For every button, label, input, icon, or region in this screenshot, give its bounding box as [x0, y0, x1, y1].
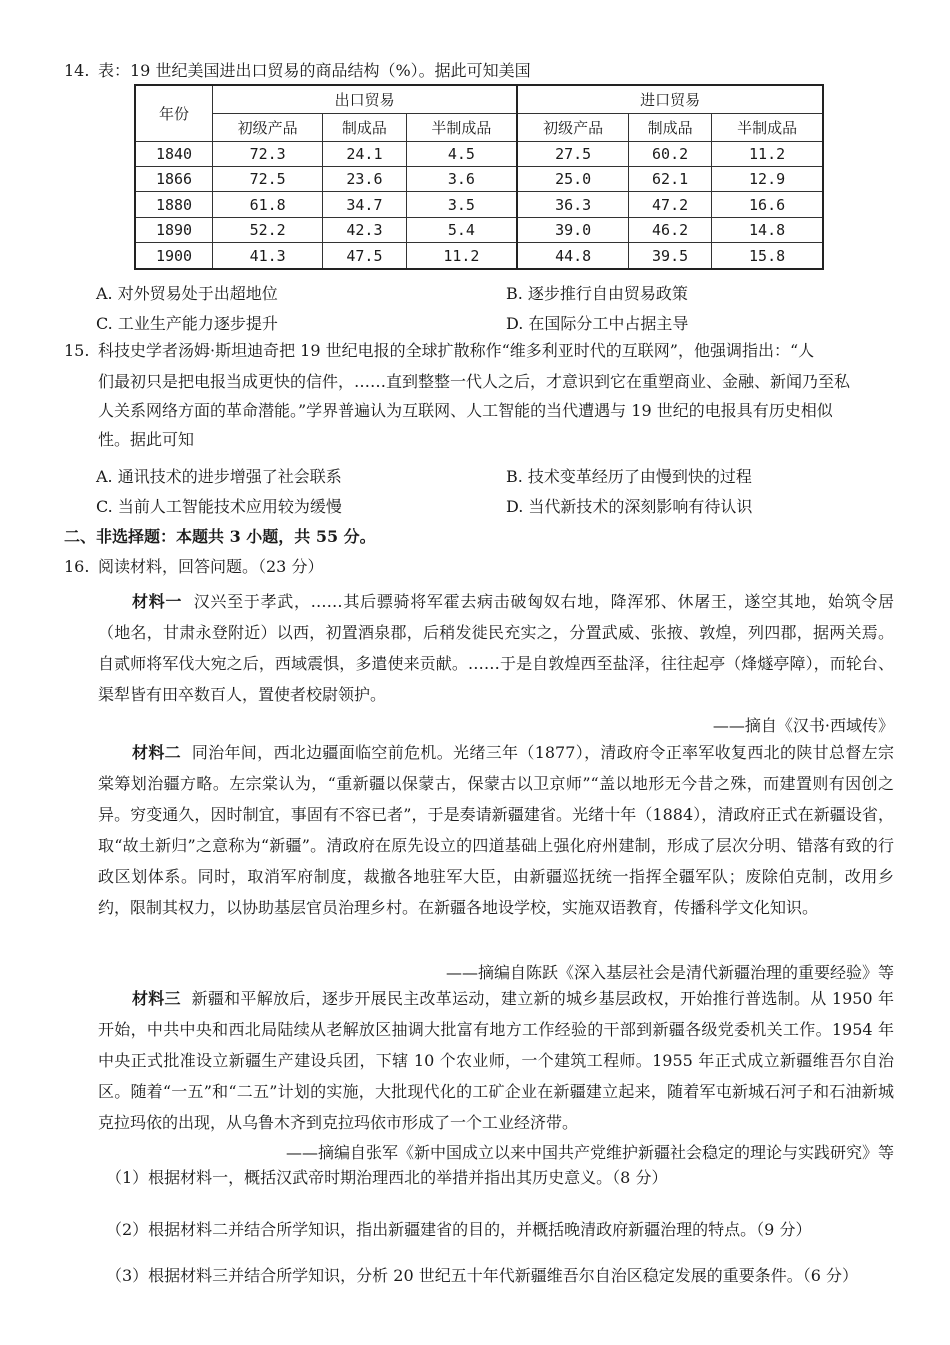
sub-header: 制成品	[629, 113, 712, 141]
sub-header: 初级产品	[517, 113, 628, 141]
value-cell: 61.8	[213, 192, 323, 217]
year-cell: 1840	[135, 141, 213, 166]
table-row	[135, 141, 823, 166]
material-one-text: 汉兴至于孝武，……其后骠骑将军霍去病击破匈奴右地，降浑邪、休屠王，遂空其地，始筑令居（地名，甘肃永登附近）以西，初置酒泉郡，后稍发徙民充实之，分置武威、张掖、敦煌，列四郡，据两关焉。自贰师将军伐大宛之后，西域震惧，多遣使来贡献。……于是自敦煌西至盐泽，往往起亭（烽燧亭障），而轮台、渠犁皆有田卒数百人，置使者校尉领护。	[98, 592, 894, 704]
value-cell: 36.3	[517, 192, 628, 217]
value-cell: 42.3	[323, 217, 406, 242]
material-two-text: 同治年间，西北边疆面临空前危机。光绪三年（1877），清政府令正率军收复西北的陕甘总督左宗棠筹划治疆方略。左宗棠认为，“重新疆以保蒙古，保蒙古以卫京师”“盖以地形无今昔之殊，而建置则有因创之异。穷变通久，因时制宜，事固有不容已者”，于是奏请新疆建省。光绪十年（1884），清政府正式在新疆设省，取“故土新归”之意称为“新疆”。清政府在原先设立的四道基础上强化府州建制，形成了层次分明、错落有致的行政区划体系。同时，取消军府制度，裁撤各地驻军大臣，由新疆巡抚统一指挥全疆军队；废除伯克制，改用乡约，限制其权力，以协助基层官员治理乡村。在新疆各地设学校，实施双语教育，传播科学文化知识。	[98, 743, 894, 917]
q14-option-b: B. 逐步推行自由贸易政策	[506, 284, 688, 303]
value-cell: 16.6	[712, 192, 823, 217]
material-one	[98, 586, 894, 710]
table-row	[135, 217, 823, 242]
q15-stem-line: 科技史学者汤姆·斯坦迪奇把 19 世纪电报的全球扩散称作“维多利亚时代的互联网”，他强调指出：“人	[98, 341, 815, 360]
q16-number: 16.	[64, 557, 90, 576]
material-two-tag: 材料二	[132, 743, 181, 762]
value-cell: 11.2	[712, 141, 823, 166]
year-cell: 1900	[135, 243, 213, 269]
q14-option-c: C. 工业生产能力逐步提升	[96, 314, 278, 333]
value-cell: 62.1	[629, 166, 712, 191]
value-cell: 15.8	[712, 243, 823, 269]
value-cell: 47.5	[323, 243, 406, 269]
value-cell: 39.0	[517, 217, 628, 242]
sub-header: 制成品	[323, 113, 406, 141]
year-cell: 1866	[135, 166, 213, 191]
value-cell: 46.2	[629, 217, 712, 242]
value-cell: 5.4	[406, 217, 517, 242]
value-cell: 14.8	[712, 217, 823, 242]
value-cell: 25.0	[517, 166, 628, 191]
year-cell: 1890	[135, 217, 213, 242]
q14-option-a: A. 对外贸易处于出超地位	[96, 284, 278, 303]
year-cell: 1880	[135, 192, 213, 217]
value-cell: 34.7	[323, 192, 406, 217]
sub-header: 初级产品	[213, 113, 323, 141]
q15-option-d: D. 当代新技术的深刻影响有待认识	[506, 497, 753, 516]
q16-sub-question-3: （3）根据材料三并结合所学知识，分析 20 世纪五十年代新疆维吾尔自治区稳定发展的重要条件。（6 分）	[106, 1266, 858, 1285]
value-cell: 3.5	[406, 192, 517, 217]
value-cell: 12.9	[712, 166, 823, 191]
table-row	[135, 243, 823, 269]
material-one-tag: 材料一	[132, 592, 183, 611]
q16-stem: 阅读材料，回答问题。（23 分）	[98, 557, 324, 576]
value-cell: 4.5	[406, 141, 517, 166]
q15-option-a: A. 通讯技术的进步增强了社会联系	[96, 467, 342, 486]
value-cell: 72.5	[213, 166, 323, 191]
q16-sub-question-2: （2）根据材料二并结合所学知识，指出新疆建省的目的，并概括晚清政府新疆治理的特点。（9 分）	[106, 1220, 812, 1239]
material-one-source: ——摘自《汉书·西域传》	[712, 716, 894, 735]
material-three-source: ——摘编自张军《新中国成立以来中国共产党维护新疆社会稳定的理论与实践研究》等	[285, 1143, 894, 1162]
import-group-header: 进口贸易	[517, 85, 823, 113]
material-three	[98, 983, 894, 1138]
value-cell: 44.8	[517, 243, 628, 269]
q15-option-c: C. 当前人工智能技术应用较为缓慢	[96, 497, 342, 516]
material-three-tag: 材料三	[132, 989, 181, 1008]
value-cell: 23.6	[323, 166, 406, 191]
value-cell: 39.5	[629, 243, 712, 269]
q14-stem: 表：19 世纪美国进出口贸易的商品结构（%）。据此可知美国	[98, 61, 531, 80]
value-cell: 52.2	[213, 217, 323, 242]
export-group-header: 出口贸易	[213, 85, 518, 113]
value-cell: 41.3	[213, 243, 323, 269]
q15-stem-line: 性。据此可知	[98, 430, 195, 449]
value-cell: 3.6	[406, 166, 517, 191]
sub-header: 半制成品	[406, 113, 517, 141]
q14-option-d: D. 在国际分工中占据主导	[506, 314, 689, 333]
table-row	[135, 192, 823, 217]
value-cell: 11.2	[406, 243, 517, 269]
material-two-source: ——摘编自陈跃《深入基层社会是清代新疆治理的重要经验》等	[445, 963, 894, 982]
table-row	[135, 166, 823, 191]
value-cell: 47.2	[629, 192, 712, 217]
q15-stem-line: 人关系网络方面的革命潜能。”学界普遍认为互联网、人工智能的当代遭遇与 19 世纪的电报具有历史相似	[98, 401, 833, 420]
material-three-text: 新疆和平解放后，逐步开展民主改革运动，建立新的城乡基层政权，开始推行普选制。从 1950 年开始，中共中央和西北局陆续从老解放区抽调大批富有地方工作经验的干部到新疆各级党委机关工作。1954 年中央正式批准设立新疆生产建设兵团，下辖 10 个农业师，一个建筑工程师。1955 年正式成立新疆维吾尔自治区。随着“一五”和“二五”计划的实施，大批现代化的工矿企业在新疆建立起来，随着军屯新城石河子和石油新城克拉玛依的出现，从乌鲁木齐到克拉玛依市形成了一个工业经济带。	[98, 989, 894, 1132]
q15-option-b: B. 技术变革经历了由慢到快的过程	[506, 467, 752, 486]
year-header: 年份	[135, 85, 213, 141]
sub-header: 半制成品	[712, 113, 823, 141]
value-cell: 60.2	[629, 141, 712, 166]
trade-table	[134, 84, 824, 270]
q16-sub-question-1: （1）根据材料一，概括汉武帝时期治理西北的举措并指出其历史意义。（8 分）	[106, 1168, 668, 1187]
value-cell: 27.5	[517, 141, 628, 166]
value-cell: 24.1	[323, 141, 406, 166]
q15-stem-line: 们最初只是把电报当成更快的信件，……直到整整一代人之后，才意识到它在重塑商业、金融、新闻乃至私	[98, 372, 851, 391]
value-cell: 72.3	[213, 141, 323, 166]
q15-number: 15.	[64, 341, 90, 360]
section-title: 二、非选择题：本题共 3 小题，共 55 分。	[64, 527, 376, 546]
q14-number: 14.	[64, 61, 90, 80]
material-two	[98, 737, 894, 923]
